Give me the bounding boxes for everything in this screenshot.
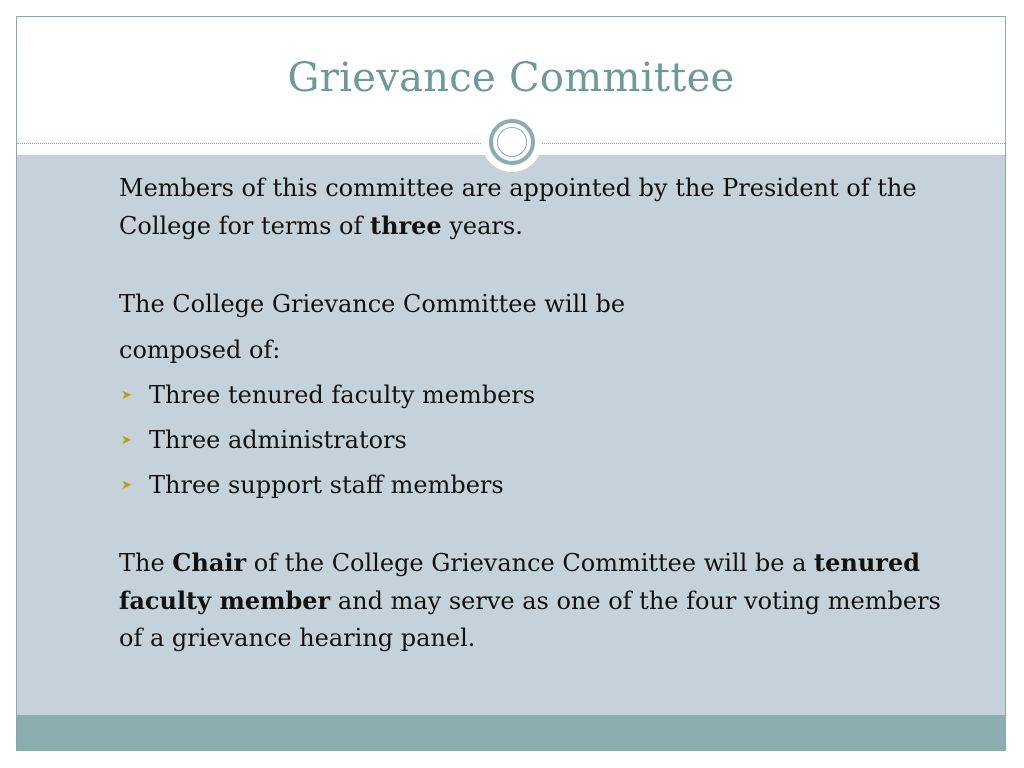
list-item-label: Three tenured faculty members bbox=[149, 381, 536, 409]
footer-band bbox=[17, 715, 1005, 751]
member-list bbox=[119, 373, 949, 508]
list-item-label: Three support staff members bbox=[149, 471, 504, 499]
paragraph-3-part-1: The bbox=[119, 549, 173, 577]
paragraph-1-bold: three bbox=[369, 211, 442, 240]
paragraph-3-part-2: of the College Grievance Committee will be a bbox=[246, 549, 815, 577]
circle-ornament-inner-ring bbox=[497, 127, 527, 157]
slide-content bbox=[119, 170, 949, 657]
circle-ornament-icon bbox=[482, 112, 542, 172]
arrow-bullet-icon: ➤ bbox=[121, 478, 132, 493]
paragraph-chair bbox=[119, 544, 949, 657]
list-item-label: Three administrators bbox=[149, 426, 407, 454]
paragraph-3-part-3: and may serve as one of the four voting members of a grievance hearing panel. bbox=[119, 587, 941, 652]
arrow-bullet-icon: ➤ bbox=[121, 388, 132, 403]
list-item bbox=[119, 373, 949, 418]
slide-title: Grievance Committee bbox=[287, 55, 735, 101]
paragraph-1-text: Members of this committee are appointed by the President of the College for terms of bbox=[119, 174, 917, 240]
list-item bbox=[119, 418, 949, 463]
paragraph-1-end: years. bbox=[441, 212, 523, 240]
paragraph-2-line-2: composed of: bbox=[119, 336, 281, 364]
paragraph-appointment bbox=[119, 170, 949, 245]
paragraph-2-line-1: The College Grievance Committee will be bbox=[119, 290, 626, 318]
circle-ornament-ring bbox=[489, 119, 535, 165]
list-item bbox=[119, 463, 949, 508]
arrow-bullet-icon: ➤ bbox=[121, 433, 132, 448]
paragraph-3-bold-member: tenured faculty member bbox=[119, 548, 920, 615]
paragraph-3-bold-chair: Chair bbox=[172, 548, 247, 577]
paragraph-composition bbox=[119, 281, 949, 373]
